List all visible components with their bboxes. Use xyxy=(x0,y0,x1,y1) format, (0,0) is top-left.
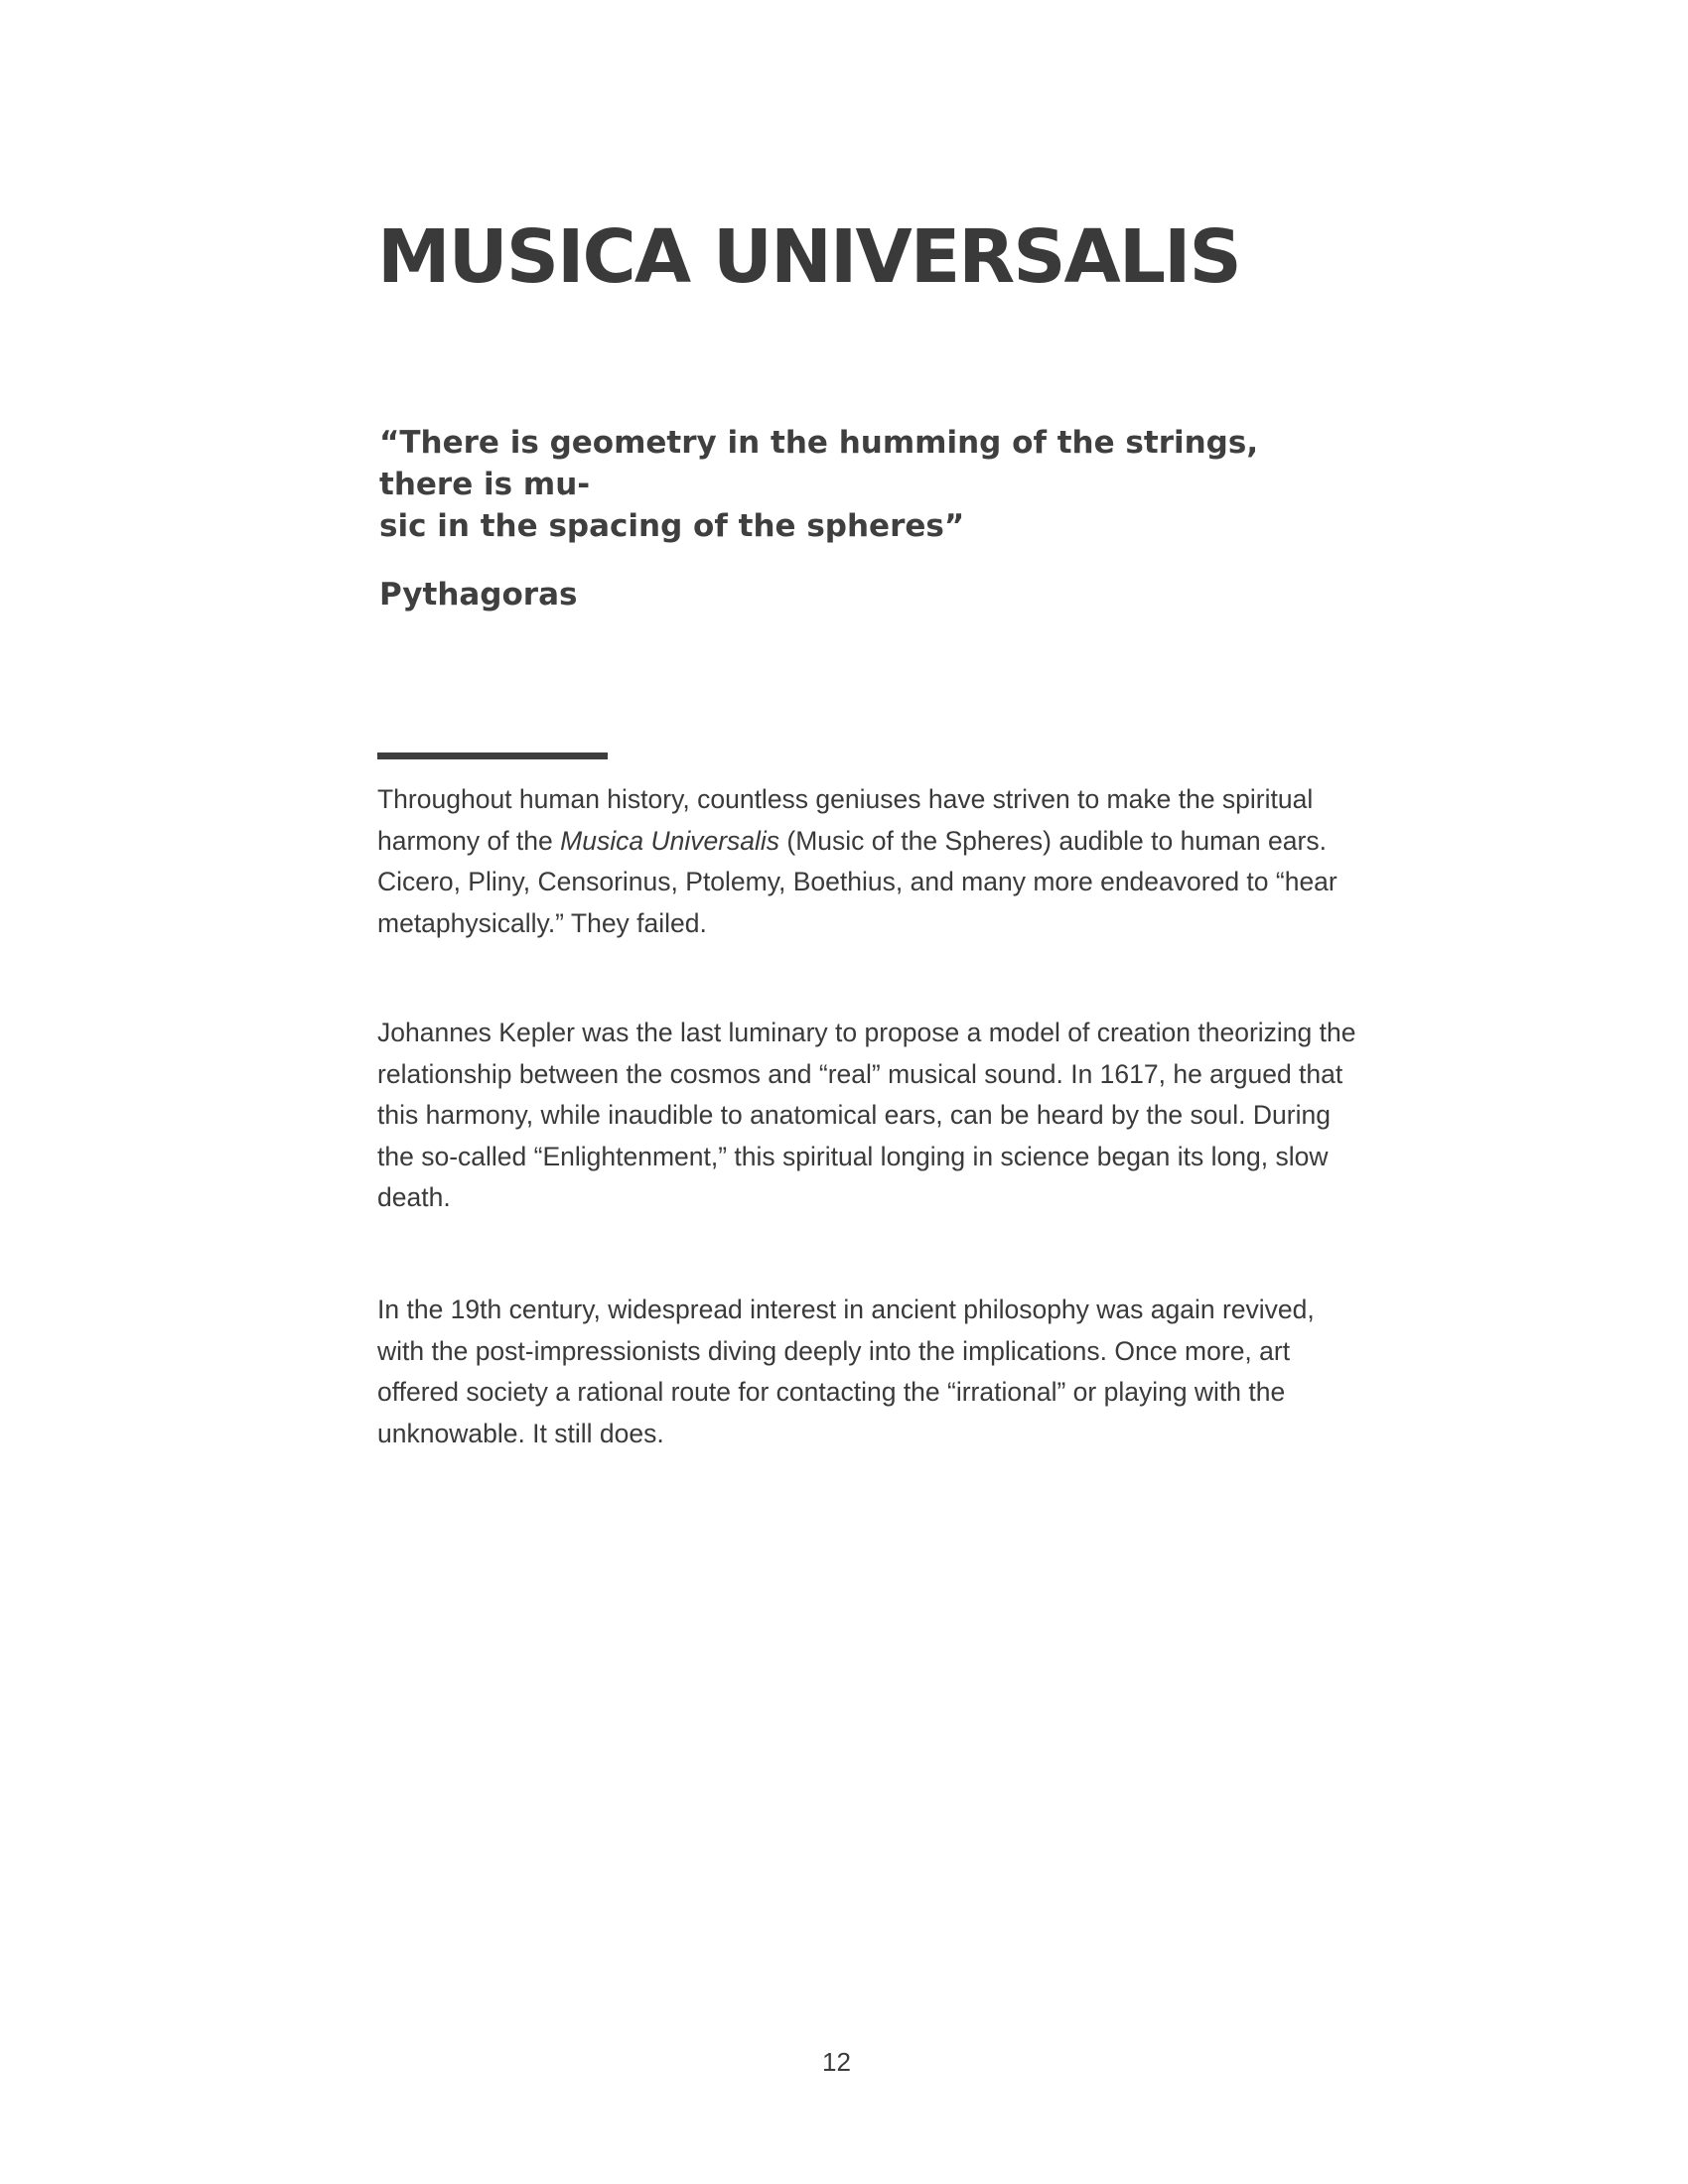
epigraph-quote-line: sic in the spacing of the spheres” xyxy=(379,508,965,544)
paragraph-line: the so-called “Enlightenment,” this spiritual longing in science began its long, slow xyxy=(377,1141,1329,1171)
page-title: MUSICA UNIVERSALIS xyxy=(377,214,1240,300)
paragraph-line: metaphysically.” They failed. xyxy=(377,907,707,938)
paragraph-line: relationship between the cosmos and “real” musical sound. In 1617, he argued that xyxy=(377,1058,1343,1089)
text-run: (Music of the Spheres) audible to human ears. xyxy=(779,825,1327,856)
paragraph-line xyxy=(377,821,1337,863)
italic-title: Musica Universalis xyxy=(560,825,780,856)
section-divider xyxy=(377,752,608,759)
paragraph-line: In the 19th century, widespread interest in ancient philosophy was again revived, xyxy=(377,1295,1315,1324)
paragraph-line: this harmony, while inaudible to anatomical ears, can be heard by the soul. During xyxy=(377,1100,1331,1131)
epigraph-quote xyxy=(379,422,1352,547)
epigraph-author: Pythagoras xyxy=(379,577,578,613)
paragraph-line: offered society a rational route for contacting the “irrational” or playing with the xyxy=(377,1377,1286,1408)
paragraph-line: with the post-impressionists diving deeply into the implications. Once more, art xyxy=(377,1335,1291,1366)
paragraph-line: unknowable. It still does. xyxy=(377,1418,664,1448)
paragraph-line: Cicero, Pliny, Censorinus, Ptolemy, Boethius, and many more endeavored to “hear xyxy=(377,867,1337,897)
paragraph-line: death. xyxy=(377,1182,451,1213)
body-paragraph-2 xyxy=(377,1013,1355,1219)
text-run: harmony of the xyxy=(377,825,561,856)
page-number: 12 xyxy=(822,2047,851,2077)
epigraph-quote-line: “There is geometry in the humming of the strings, there is mu- xyxy=(379,425,1259,502)
paragraph-line: Throughout human history, countless geniuses have striven to make the spiritual xyxy=(377,784,1314,814)
paragraph-line: Johannes Kepler was the last luminary to propose a model of creation theorizing the xyxy=(377,1018,1356,1047)
body-paragraph-3 xyxy=(377,1290,1315,1454)
body-paragraph-1 xyxy=(377,779,1337,944)
